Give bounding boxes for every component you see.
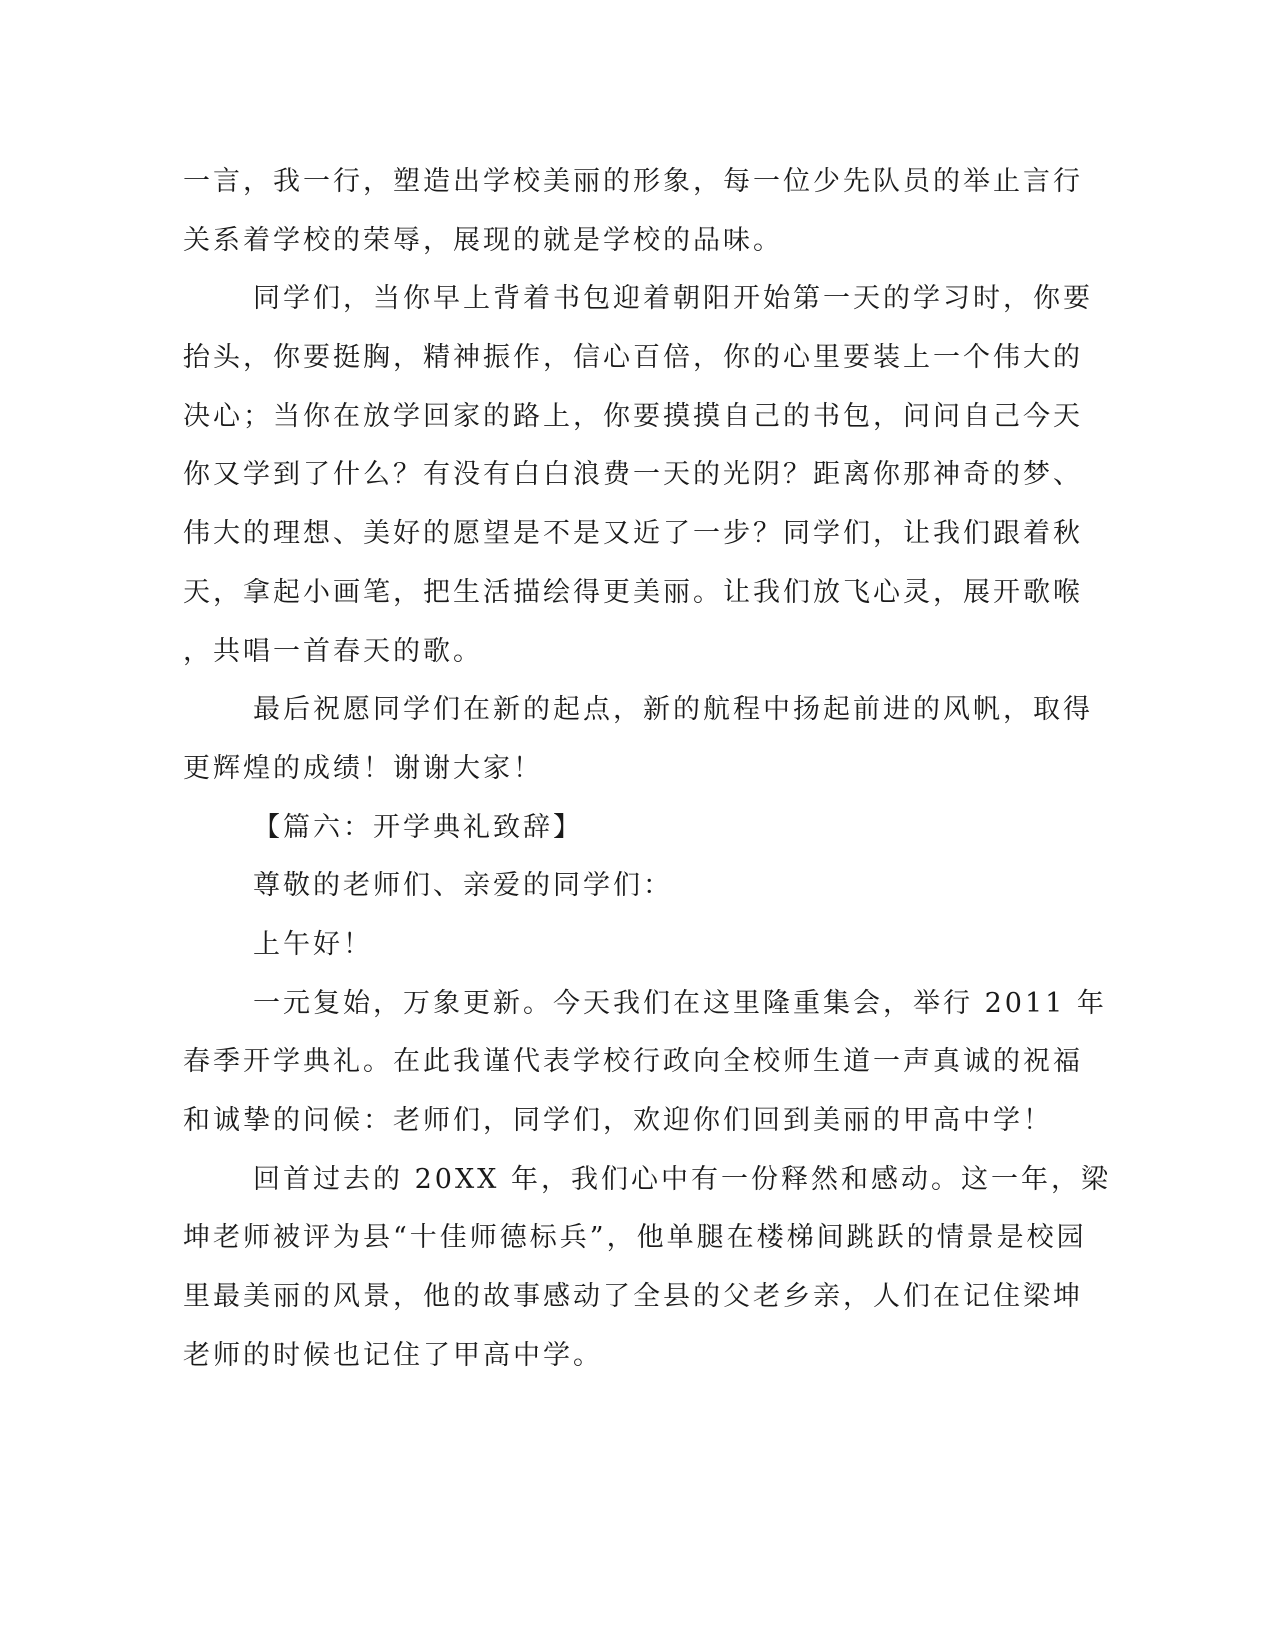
text-line: 同学们，当你早上背着书包迎着朝阳开始第一天的学习时，你要	[253, 283, 1093, 315]
text-line: 最后祝愿同学们在新的起点，新的航程中扬起前进的风帆，取得	[253, 694, 1093, 726]
text-line: 尊敬的老师们、亲爱的同学们：	[253, 870, 673, 902]
text-line: 和诚挚的问候：老师们，同学们，欢迎你们回到美丽的甲高中学！	[183, 1105, 1053, 1136]
text-line: 天，拿起小画笔，把生活描绘得更美丽。让我们放飞心灵，展开歌喉	[183, 576, 1083, 608]
text-line: 里最美丽的风景，他的故事感动了全县的父老乡亲，人们在记住梁坤	[183, 1281, 1083, 1313]
text-line: 春季开学典礼。在此我谨代表学校行政向全校师生道一声真诚的祝福	[183, 1046, 1083, 1078]
text-line: 关系着学校的荣辱，展现的就是学校的品味。	[183, 224, 783, 256]
text-line: 一元复始，万象更新。今天我们在这里隆重集会，举行 2011 年	[253, 987, 1107, 1019]
text-line: 伟大的理想、美好的愿望是不是又近了一步？同学们，让我们跟着秋	[183, 518, 1083, 550]
text-line: 【篇六：开学典礼致辞】	[253, 811, 583, 843]
text-line: 上午好！	[253, 928, 373, 960]
text-line: 抬头，你要挺胸，精神振作，信心百倍，你的心里要装上一个伟大的	[183, 342, 1083, 374]
text-line: 更辉煌的成绩！谢谢大家！	[183, 752, 543, 784]
text-line: 决心；当你在放学回家的路上，你要摸摸自己的书包，问问自己今天	[183, 400, 1083, 432]
text-line: ，共唱一首春天的歌。	[183, 635, 483, 667]
text-line: 一言，我一行，塑造出学校美丽的形象，每一位少先队员的举止言行	[183, 166, 1083, 197]
text-line: 回首过去的 20XX 年，我们心中有一份释然和感动。这一年，梁	[253, 1163, 1111, 1195]
body-text	[183, 162, 1111, 1394]
text-line: 你又学到了什么？有没有白白浪费一天的光阴？距离你那神奇的梦、	[183, 459, 1083, 491]
text-line: 老师的时候也记住了甲高中学。	[183, 1339, 603, 1371]
text-line: 坤老师被评为县“十佳师德标兵”，他单腿在楼梯间跳跃的情景是校园	[183, 1222, 1087, 1254]
